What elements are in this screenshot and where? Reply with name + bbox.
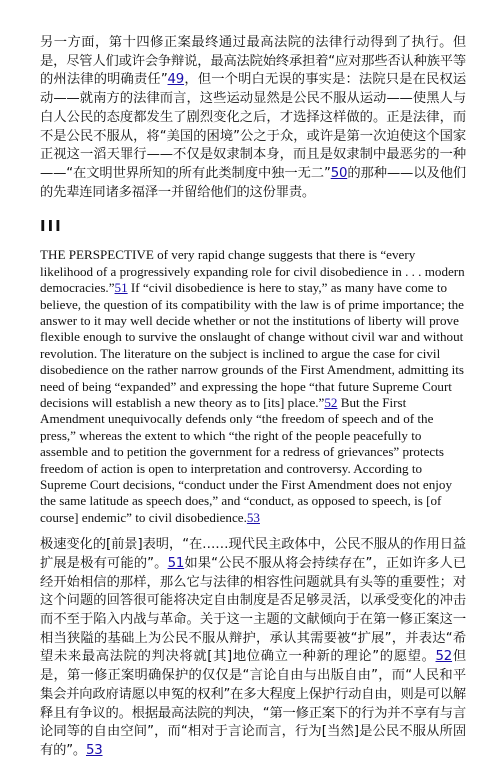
document-page bbox=[40, 34, 466, 761]
footnote-link-50[interactable]: 50 bbox=[330, 165, 348, 181]
paragraph-text: 极速变化的[前景]表明，“在……现代民主政体中，公民不服从的作用日益扩展是极有可能的”。 bbox=[40, 537, 466, 571]
chinese-paragraph-1 bbox=[40, 34, 466, 202]
section-marker: III bbox=[40, 217, 63, 236]
paragraph-text: If “civil disobedience is here to stay,” as many have come to believe, the question of its compatibility with the law is of prime importance; the answer to it may well decide whether or not the institutions of liberty will prove flexible enough to survive the onslaught of change without civil war and without revolution. The literature on the subject is inclined to argue the case for civil disobedience on the rather narrow grounds of the First Amendment, admitting its need of being “expanded” and expressing the hope “that future Supreme Court decisions will establish a new theory as to [its] place.” bbox=[40, 280, 465, 410]
footnote-link-51[interactable]: 51 bbox=[167, 555, 185, 571]
paragraph-text: 但是，第一修正案明确保护的仅仅是“言论自由与出版自由”，而“人民和平集会并向政府请愿以申冤的权利”在多大程度上保护行动自由，则是可以解释且有争议的。根据最高法院的判决，“第一修正案下的行为并不享有与言论同等的自由空间”，而“相对于言论而言，行为[当然]是公民不服从所固有的”。 bbox=[40, 649, 466, 758]
footnote-link-52[interactable]: 52 bbox=[435, 649, 453, 665]
footnote-link-53[interactable]: 53 bbox=[246, 509, 260, 525]
paragraph-text: THE PERSPECTIVE of very rapid change suggests that there is “every likelihood of a progressively expanding role for civil disobedience in . . . modern democracies.” bbox=[40, 247, 465, 296]
footnote-link-52[interactable]: 52 bbox=[324, 394, 338, 410]
footnote-link-53[interactable]: 53 bbox=[85, 742, 103, 758]
chinese-paragraph-2 bbox=[40, 536, 466, 760]
paragraph-text: 另一方面，第十四修正案最终通过最高法院的法律行动得到了执行。但是，尽管人们或许会争辩说，最高法院始终承担着“应对那些否认种族平等的州法律的明确责任” bbox=[40, 35, 466, 88]
english-paragraph bbox=[40, 247, 466, 526]
paragraph-text: But the First Amendment unequivocally defends only “the freedom of speech and of the press,” whereas the extent to which “the right of the people peacefully to assemble and to petition the government for a redress of grievances” protects freedom of action is open to interpretation and controversy. According to Supreme Court decisions, “conduct under the First Amendment does not enjoy the same latitude as speech does,” and “conduct, as opposed to speech, is [of course] endemic” to civil disobedience. bbox=[40, 394, 453, 525]
paragraph-text: 的那种——以及他们的先辈连同诸多福泽一并留给他们的这份罪责。 bbox=[40, 165, 466, 200]
paragraph-text: 如果“公民不服从将会持续存在”，正如许多人已经开始相信的那样，那么它与法律的相容性问题就具有头等的重要性；对这个问题的回答很可能将决定自由制度是否足够灵活，以承受变化的冲击而不至于陷入内战与革命。关于这一主题的文献倾向于在第一修正案这一相当狭隘的基础上为公民不服从辩护，承认其需要被“扩展”，并表达“希望未来最高法院的判决将就[其]地位确立一种新的理论”的愿望。 bbox=[40, 555, 466, 665]
footnote-link-51[interactable]: 51 bbox=[114, 280, 128, 296]
footnote-link-49[interactable]: 49 bbox=[167, 72, 185, 88]
paragraph-text: ，但一个明白无误的事实是：法院只是在民权运动——就南方的法律而言，这些运动显然是公民不服从运动——使黑人与白人公民的态度都发生了剧烈变化之后，才选择这样做的。正是法律，而不是公民不服从，将“美国的困境”公之于众，或许是第一次迫使这个国家正视这一滔天罪行——不仅是奴隶制本身，而且是奴隶制中最恶劣的一种——“在文明世界所知的所有此类制度中独一无二” bbox=[40, 72, 466, 181]
